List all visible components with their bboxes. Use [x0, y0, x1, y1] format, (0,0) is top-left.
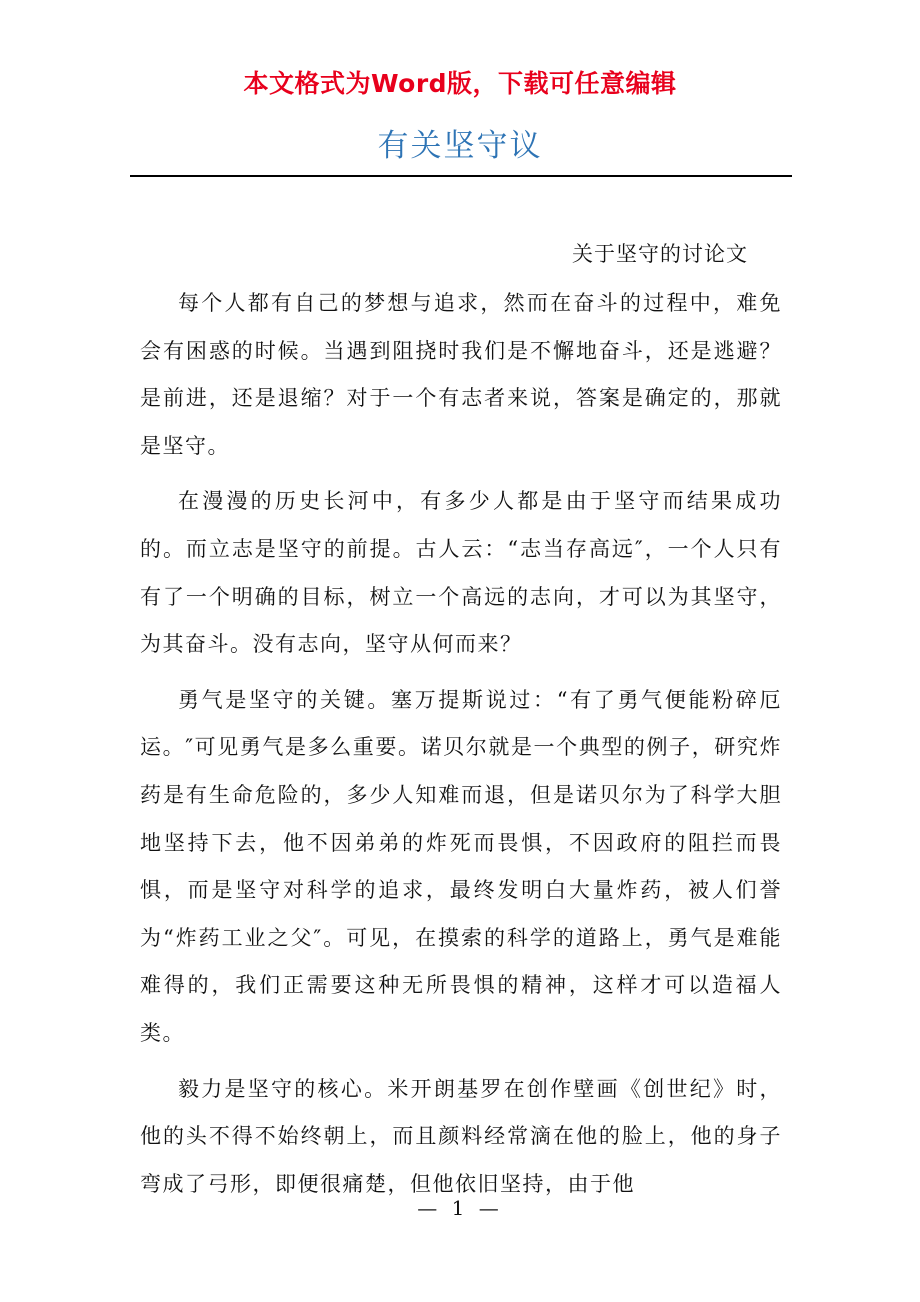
header-rule: [130, 175, 792, 177]
page-number: — 1 —: [417, 1196, 503, 1220]
paragraph-3: 勇气是坚守的关键。塞万提斯说过：“有了勇气便能粉碎厄运。″可见勇气是多么重要。诺贝尔就是一个典型的例子，研究炸药是有生命危险的，多少人知难而退，但是诺贝尔为了科学大胆地坚持下去，他不因弟弟的炸死而畏惧，不因政府的阻拦而畏惧，而是坚守对科学的追求，最终发明白大量炸药，被人们誉为“炸药工业之父″。可见，在摸索的科学的道路上，勇气是难能难得的，我们正需要这种无所畏惧的精神，这样才可以造福人类。: [140, 687, 782, 1045]
paragraph-1: 每个人都有自己的梦想与追求，然而在奋斗的过程中，难免会有困惑的时候。当遇到阻挠时我们是不懈地奋斗，还是逃避？是前进，还是退缩？对于一个有志者来说，答案是确定的，那就是坚守。: [140, 291, 782, 458]
paragraph-4: 毅力是坚守的核心。米开朗基罗在创作壁画《创世纪》时，他的头不得不始终朝上，而且颜料经常滴在他的脸上，他的身子弯成了弓形，即便很痛楚，但他依旧坚持，由于他: [140, 1076, 782, 1196]
document-title: 有关坚守议: [377, 128, 543, 164]
essay-subtitle: 关于坚守的讨论文: [572, 242, 748, 266]
format-notice-banner: 本文格式为Word版，下载可任意编辑: [243, 69, 677, 98]
paragraph-2: 在漫漫的历史长河中，有多少人都是由于坚守而结果成功的。而立志是坚守的前提。古人云：“志当存高远″，一个人只有有了一个明确的目标，树立一个高远的志向，才可以为其坚守，为其奋斗。没有志向，坚守从何而来？: [140, 489, 782, 657]
essay-body: [140, 280, 782, 1216]
